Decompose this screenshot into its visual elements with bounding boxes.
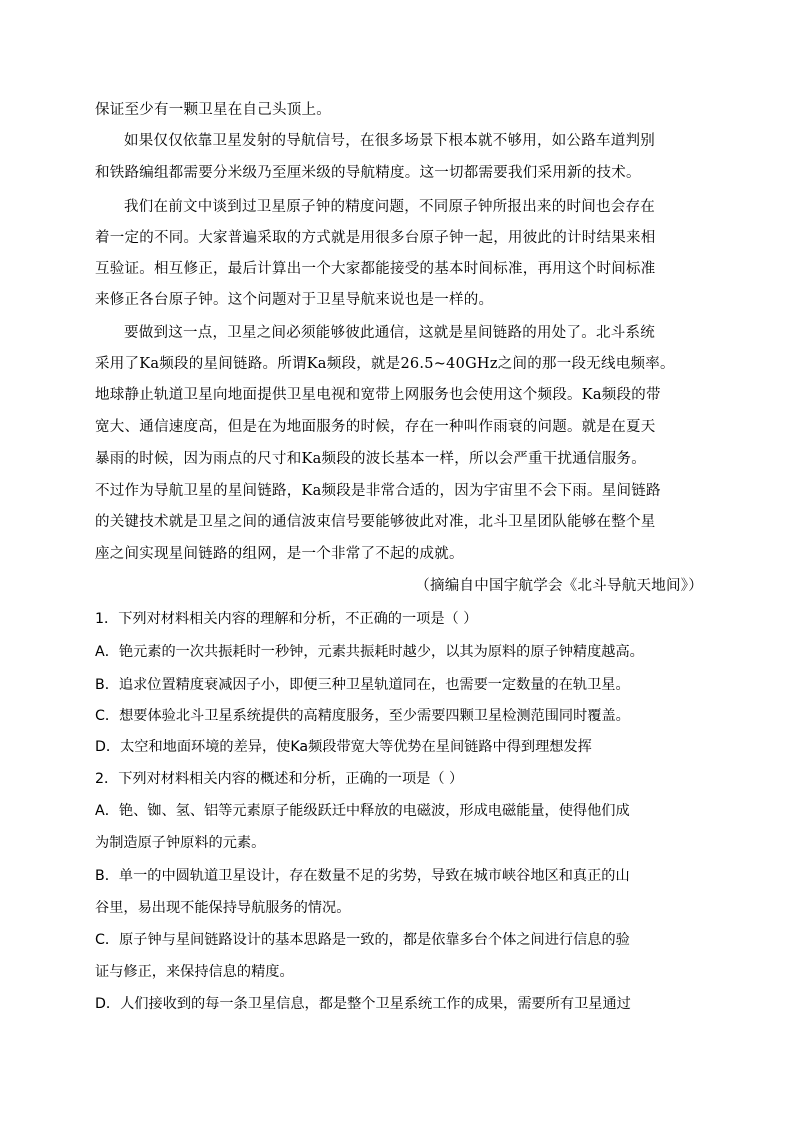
passage-line: 如果仅仅依靠卫星发射的导航信号，在很多场景下根本就不够用，如公路车道判别 [124,133,655,149]
option-d: D．太空和地面环境的差异，使Ka频段带宽大等优势在星间链路中得到理想发挥 [95,739,592,755]
passage-line: 不过作为导航卫星的星间链路，Ka频段是非常合适的，因为宇宙里不会下雨。星间链路 [95,483,661,499]
passage-line: 和铁路编组都需要分米级乃至厘米级的导航精度。这一切都需要我们采用新的技术。 [95,165,641,181]
option-b-cont: 谷里，易出现不能保持导航服务的情况。 [95,900,351,916]
option-b: B．单一的中圆轨道卫星设计，存在数量不足的劣势，导致在城市峡谷地区和真正的山 [95,868,630,884]
option-c: C．想要体验北斗卫星系统提供的高精度服务，至少需要四颗卫星检测范围同时覆盖。 [95,708,630,724]
option-c-cont: 证与修正，来保持信息的精度。 [95,964,294,980]
passage-line: 采用了Ka频段的星间链路。所谓Ka频段，就是26.5~40GHz之间的那一段无线电频率。 [95,356,675,372]
option-d: D．人们接收到的每一条卫星信息，都是整个卫星系统工作的成果，需要所有卫星通过 [95,996,631,1012]
option-a: A．铯元素的一次共振耗时一秒钟，元素共振耗时越少，以其为原料的原子钟精度越高。 [95,644,644,660]
passage-line: 地球静止轨道卫星向地面提供卫星电视和宽带上网服务也会使用这个频段。Ka频段的带 [95,387,661,403]
question-stem: 1．下列对材料相关内容的理解和分析，不正确的一项是（ ） [95,611,478,627]
passage-line: 宽大、通信速度高，但是在为地面服务的时候，存在一种叫作雨衰的问题。就是在夏天 [95,419,656,435]
option-a: A．铯、铷、氢、铝等元素原子能级跃迁中释放的电磁波，形成电磁能量，使得他们成 [95,803,630,819]
passage-line: 来修正各台原子钟。这个问题对于卫星导航来说也是一样的。 [95,292,494,308]
passage-line: 座之间实现星间链路的组网，是一个非常了不起的成就。 [95,546,464,562]
option-b: B．追求位置精度衰减因子小，即便三种卫星轨道同在，也需要一定数量的在轨卫星。 [95,677,630,693]
question-stem: 2．下列对材料相关内容的概述和分析，正确的一项是（ ） [95,771,464,787]
passage-line: 暴雨的时候，因为雨点的尺寸和Ka频段的波长基本一样，所以会严重干扰通信服务。 [95,451,646,467]
passage-line: 着一定的不同。大家普遍采取的方式就是用很多台原子钟一起，用彼此的计时结果来相 [95,230,656,246]
passage-line: 保证至少有一颗卫星在自己头顶上。 [95,102,331,118]
passage-line: 互验证。相互修正，最后计算出一个大家都能接受的基本时间标准，再用这个时间标准 [95,261,656,277]
option-c: C．原子钟与星间链路设计的基本思路是一致的，都是依靠多台个体之间进行信息的验 [95,932,630,948]
passage-line: 的关键技术就是卫星之间的通信波束信号要能够彼此对准，北斗卫星团队能够在整个星 [95,514,656,530]
passage-line: 我们在前文中谈到过卫星原子钟的精度问题，不同原子钟所报出来的时间也会存在 [124,199,655,215]
passage-line: 要做到这一点，卫星之间必须能够彼此通信，这就是星间链路的用处了。北斗系统 [124,325,655,341]
passage-source: （摘编自中国宇航学会《北斗导航天地间》） [415,578,703,594]
option-a-cont: 为制造原子钟原料的元素。 [95,835,266,851]
